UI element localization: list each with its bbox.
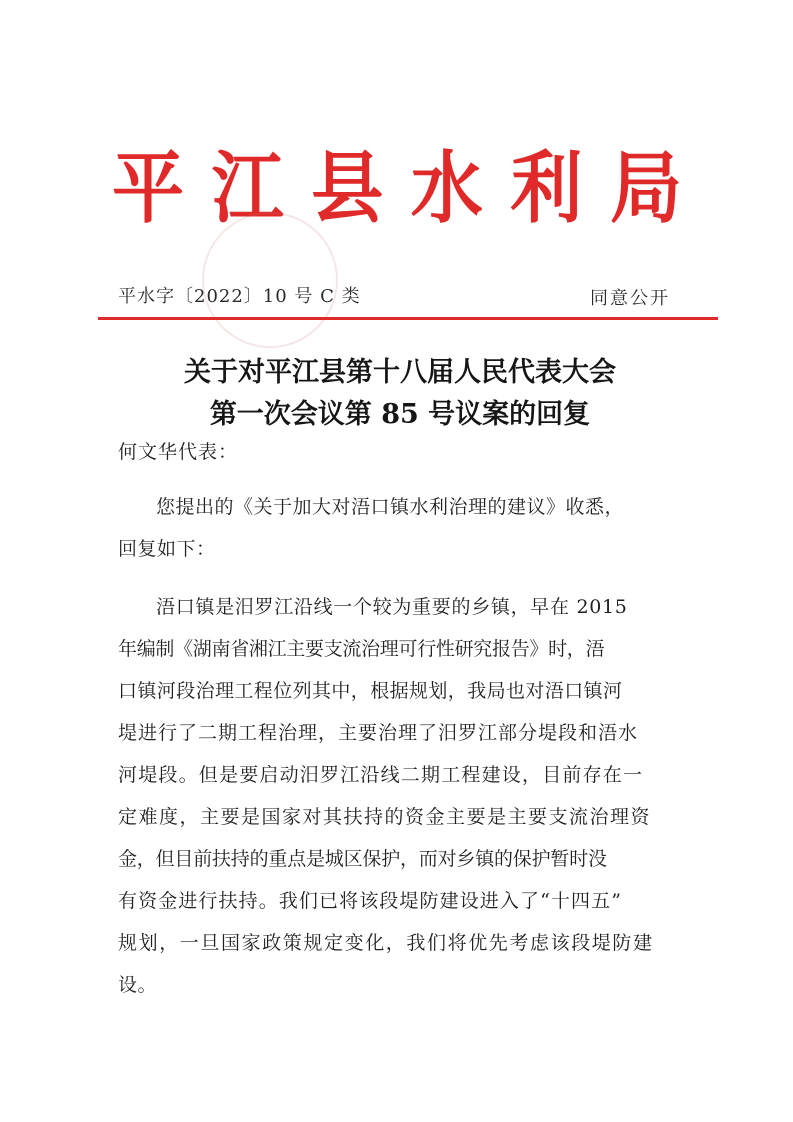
masthead-char: 局 [609, 141, 682, 233]
title-line-1: 关于对平江县第十八届人民代表大会 [184, 357, 616, 388]
document-number: 平水字〔2022〕10 号 C 类 [118, 286, 361, 307]
paragraph-line: 河堤段。但是要启动汨罗江沿线二期工程建设，目前存在一 [118, 764, 644, 786]
paragraph-line: 堤进行了二期工程治理，主要治理了汨罗江部分堤段和浯水 [118, 722, 639, 744]
masthead-agency-name [112, 140, 682, 235]
paragraph-line: 回复如下： [118, 538, 216, 560]
document-body [118, 432, 678, 1006]
red-header-rule [98, 317, 718, 320]
masthead-char: 平 [112, 141, 185, 233]
paragraph-line: 定难度，主要是国家对其扶持的资金主要是主要支流治理资 [118, 806, 652, 828]
paragraph-line: 年编制《湖南省湘江主要支流治理可行性研究报告》时，浯 [118, 638, 605, 660]
paragraph-line: 口镇河段治理工程位列其中，根据规划，我局也对浯口镇河 [118, 680, 623, 702]
title-line-2: 第一次会议第 85 号议案的回复 [209, 399, 591, 430]
paragraph-response [118, 586, 678, 1006]
paragraph-line: 您提出的《关于加大对浯口镇水利治理的建议》收悉， [156, 496, 625, 518]
document-title [100, 352, 700, 436]
paragraph-line: 有资金进行扶持。我们已将该段堤防建设进入了“十四五” [118, 890, 623, 912]
paragraph-line: 设。 [118, 974, 158, 996]
paragraph-line: 浯口镇是汨罗江沿线一个较为重要的乡镇，早在 2015 [156, 596, 628, 618]
salutation: 何文华代表： [118, 441, 239, 463]
masthead-char: 县 [311, 141, 384, 233]
faded-seal-stamp [202, 212, 338, 348]
paragraph-line: 规划，一旦国家政策规定变化，我们将优先考虑该段堤防建 [118, 932, 654, 954]
paragraph-line: 金，但目前扶持的重点是城区保护，而对乡镇的保护暂时没 [118, 848, 607, 870]
masthead-char: 水 [410, 141, 483, 233]
masthead-char: 江 [211, 141, 284, 233]
disclosure-status: 同意公开 [590, 288, 670, 309]
masthead-char: 利 [510, 141, 583, 233]
paragraph-acknowledgement [118, 486, 678, 570]
